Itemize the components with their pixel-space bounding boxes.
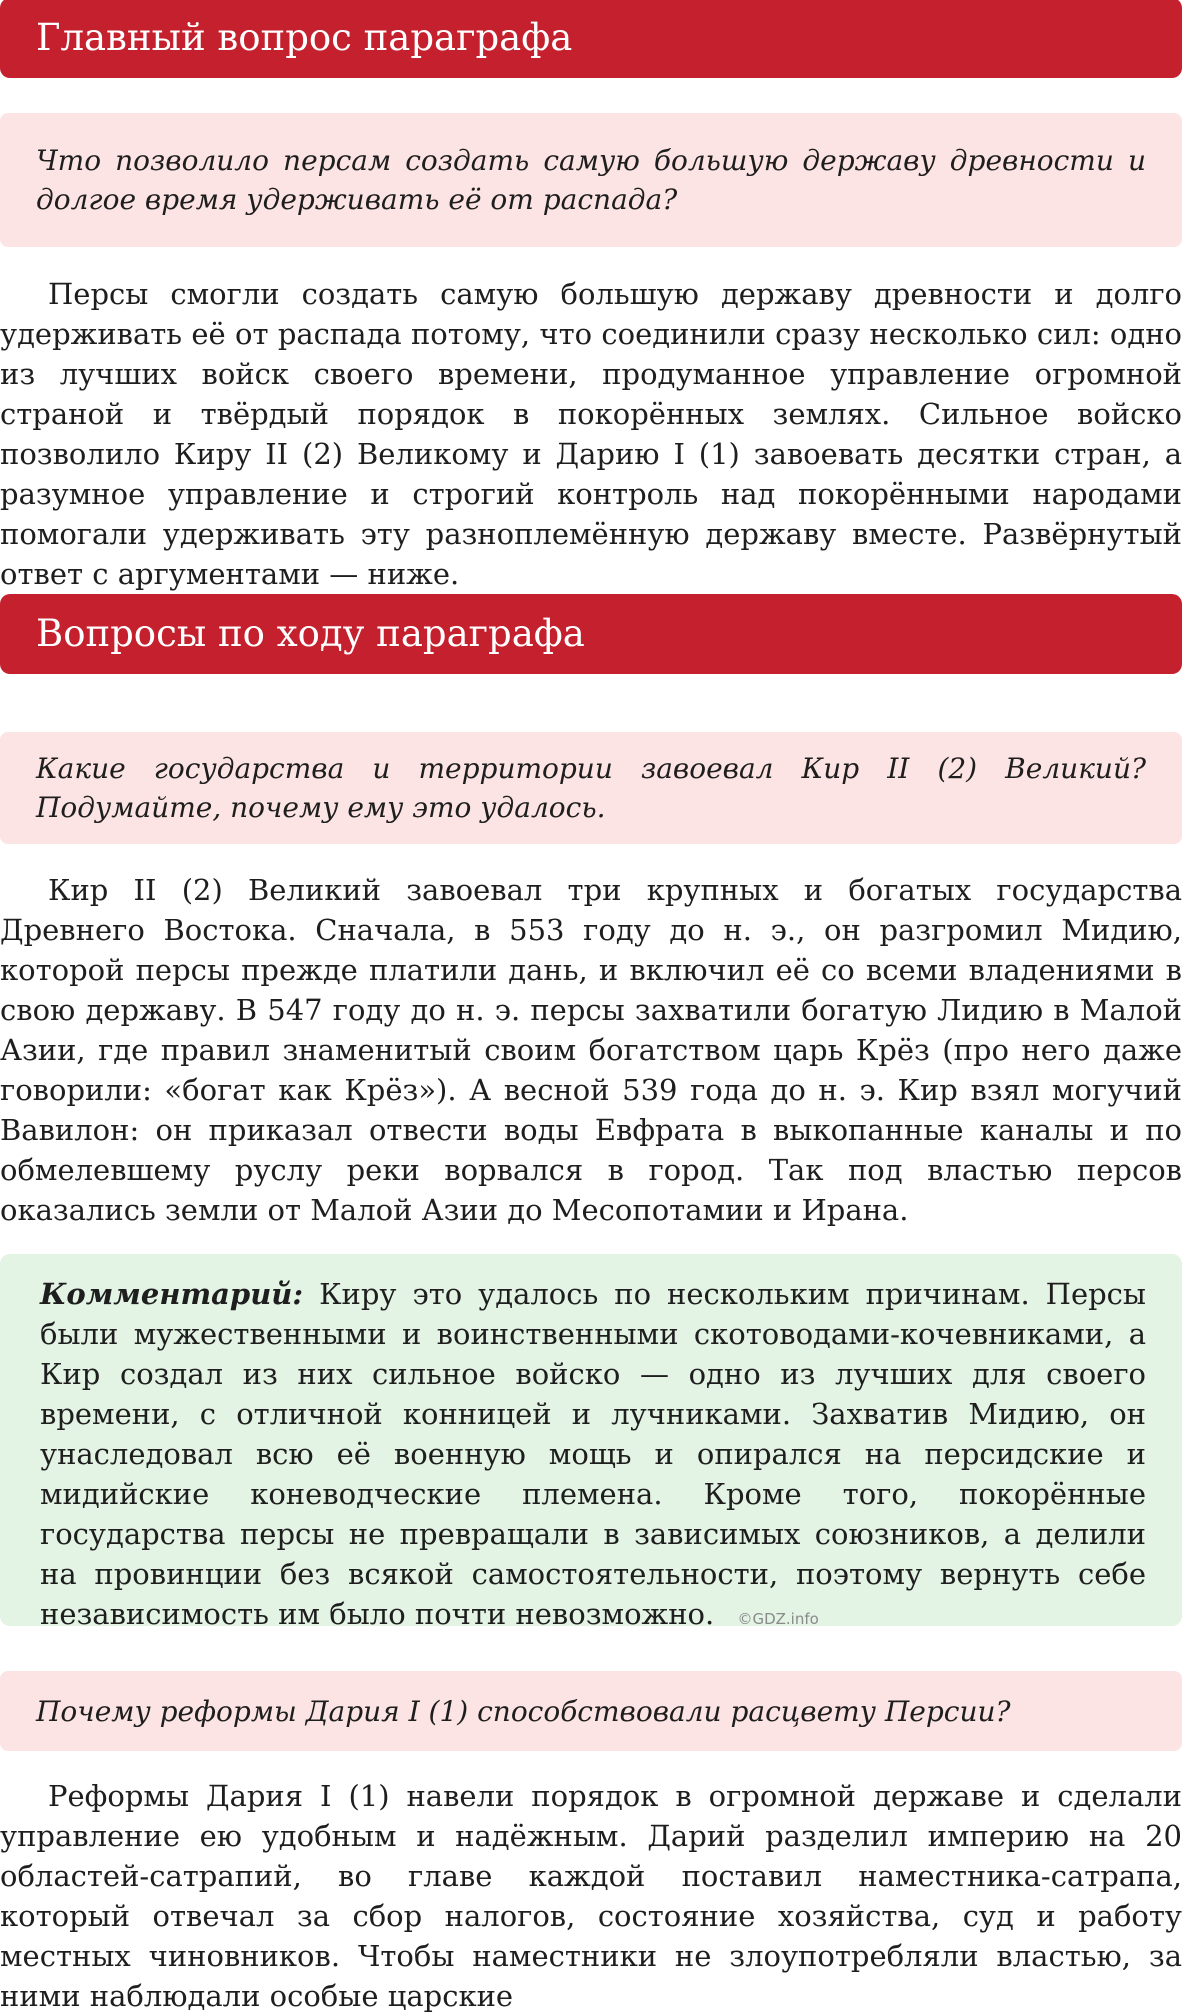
answer-darius: Реформы Дария I (1) навели порядок в огромной державе и сделали управление ею удобным и надёжным. Дарий разделил империю на 20 областей-сатрапий, во главе каждой поставил наместника-сатрапа, который отвечал за сбор налогов, состояние хозяйства, суд и работу местных чиновников. Чтобы наместники не злоупотребляли властью, за ними наблюдали особые царские: [0, 1779, 1182, 2013]
section-header-course-questions: Вопросы по ходу параграфа: [0, 594, 1182, 674]
answer-cyrus: Кир II (2) Великий завоевал три крупных и богатых государства Древнего Востока. Сначала, в 553 году до н. э., он разгромил Мидию, которой персы прежде платили дань, и включил её со всеми владениями в свою державу. В 547 году до н. э. персы захватили богатую Лидию в Малой Азии, где правил знаменитый своим богатством царь Крёз (про него даже говорили: «богат как Крёз»). А весной 539 года до н. э. Кир взял могучий Вавилон: он приказал отвести воды Евфрата в выкопанные каналы и по обмелевшему руслу реки ворвался в город. Так под властью персов оказались земли от Малой Азии до Месопотамии и Ирана.: [0, 873, 1182, 1227]
main-question-answer: Персы смогли создать самую большую державу древности и долго удерживать её от распада потому, что соединили сразу несколько сил: одно из лучших войск своего времени, продуманное управление огромной страной и твёрдый порядок в покорённых землях. Сильное войско позволило Киру II (2) Великому и Дарию I (1) завоевать десятки стран, а разумное управление и строгий контроль над покорёнными народами помогали удерживать эту разноплемённую державу вместе. Развёрнутый ответ с аргументами — ниже.: [0, 277, 1182, 591]
gdz-watermark-mark: ©GDZ.info: [737, 1610, 819, 1628]
main-question-box: [0, 113, 1182, 247]
comment-box-cyrus: [0, 1254, 1182, 1631]
comment-label: Комментарий:: [40, 1277, 304, 1311]
main-question-text: Что позволило персам создать самую большую державу древности и долгое время удерживать её от распада?: [36, 144, 1146, 216]
question-box-darius: [0, 1671, 1182, 1751]
section-header-main-question: Главный вопрос параграфа: [0, 0, 1182, 78]
question-box-cyrus: [0, 732, 1182, 844]
question-text-darius: Почему реформы Дария I (1) способствовали расцвету Персии?: [36, 1694, 1011, 1728]
comment-text: Киру это удалось по нескольким причинам. Персы были мужественными и воинственными скотоводами-кочевниками, а Кир создал из них сильное войско — одно из лучших для своего времени, с отличной конницей и лучниками. Захватив Мидию, он унаследовал всю её военную мощь и опирался на персидские и мидийские коневодческие племена. Кроме того, покорённые государства персы не превращали в зависимых союзников, а делили на провинции без всякой самостоятельности, поэтому вернуть себе независимость им было почти невозможно.: [40, 1277, 1147, 1631]
question-text-cyrus: Какие государства и территории завоевал Кир II (2) Великий? Подумайте, почему ему это удалось.: [36, 752, 1146, 824]
